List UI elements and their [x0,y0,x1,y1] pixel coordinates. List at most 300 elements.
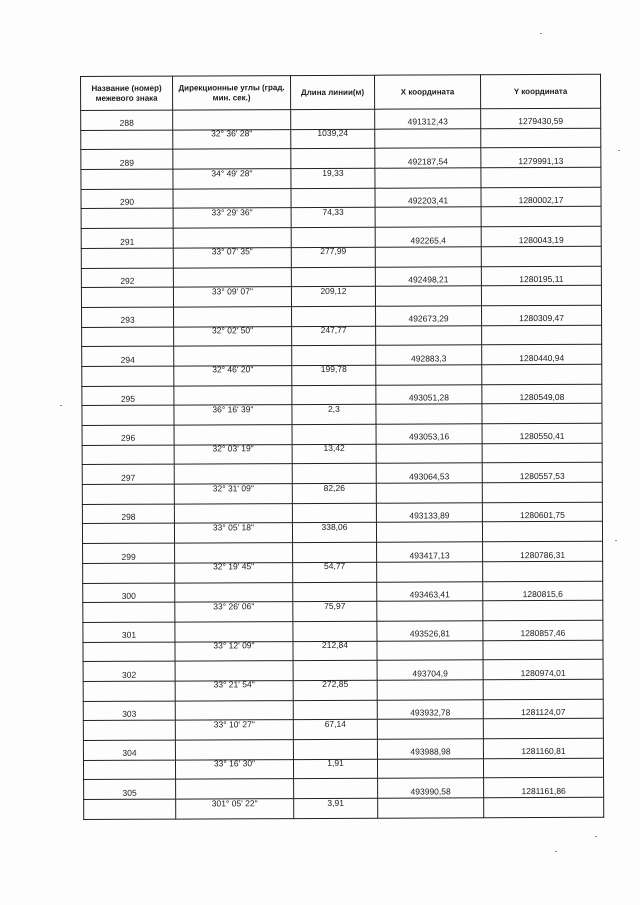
cell-length-text: 1,91 [327,757,344,769]
cell-y [482,423,602,443]
cell-y [483,719,603,739]
table-row [81,246,601,268]
cell-name [82,445,174,465]
cell-x [378,778,484,798]
cell-y [483,659,603,679]
cell-x [377,758,483,778]
cell-name [81,110,173,130]
cell-y-text: 1280601,75 [519,510,565,521]
cell-angle [173,287,291,307]
cell-y [482,305,602,325]
cell-length-text: 3,91 [327,797,344,808]
table-body [81,108,604,819]
cell-length-text: 338,06 [321,521,348,532]
cell-name [81,149,173,169]
cell-name-text: 289 [119,157,134,168]
cell-x [376,404,482,424]
cell-angle-text: 32° 31' 09" [212,482,254,493]
cell-name-text: 300 [121,590,136,601]
cell-length [292,306,376,326]
cell-name-text: 296 [120,433,136,444]
cell-name [82,524,174,544]
cell-angle [174,405,292,425]
cell-length [292,365,376,385]
cell-name-text: 291 [120,236,135,247]
cell-angle [175,621,293,641]
table-row [83,679,603,701]
cell-angle-text: 33° 12' 09" [213,640,255,651]
cell-y [483,600,603,620]
cell-angle [176,779,294,799]
cell-length [292,444,376,464]
cell-y-text: 1280440,94 [519,352,565,363]
cell-x [375,227,481,247]
cell-x [375,207,481,227]
cell-x [375,109,481,129]
cell-x [377,739,483,759]
cell-angle [173,129,291,149]
cell-x [376,306,482,326]
cell-length [293,641,377,661]
cell-x-text: 492498,21 [408,274,449,285]
cell-length [291,208,375,228]
table-row [81,226,601,248]
table-row [83,659,603,681]
cell-name-text: 294 [120,354,135,365]
cell-y [482,443,602,463]
cell-name [82,366,174,386]
table-row [83,640,603,662]
cell-length-text: 74,33 [322,206,344,217]
cell-length-text: 247,77 [320,324,347,335]
cell-x [376,443,482,463]
cell-length [292,523,376,543]
cell-y-text: 1280195,11 [519,273,564,285]
cell-angle-text: 33° 07' 35" [211,246,253,257]
cell-x [377,640,483,660]
cell-length [291,149,375,169]
cell-length [291,109,375,129]
cell-name [83,583,175,603]
cell-x-text: 493704,9 [412,668,448,679]
cell-angle-text: 33° 09' 07" [211,285,254,297]
cell-x-text: 493417,13 [409,549,450,561]
cell-length [292,503,376,523]
cell-x [377,660,483,680]
cell-y [481,108,601,128]
scan-speck [540,33,542,34]
cell-name [82,327,174,347]
cell-angle-text: 33° 10' 27" [213,719,255,730]
cell-angle-text: 301° 05' 22" [211,797,258,808]
table-row [84,778,604,800]
cell-y-text: 1280815,6 [522,588,563,600]
cell-angle [173,149,291,169]
cell-angle [175,720,293,740]
cell-name [81,130,173,150]
cell-y [482,502,602,522]
cell-name-text: 290 [119,196,135,208]
cell-angle [174,503,292,523]
cell-y [481,128,601,148]
cell-y [484,778,604,798]
coordinates-table [80,74,604,820]
cell-x-text: 493051,28 [408,392,450,403]
cell-angle [176,799,294,819]
cell-name [81,248,173,268]
table-row [82,344,602,366]
cell-length-text: 272,85 [322,679,349,690]
cell-angle [174,425,292,445]
cell-name-text: 297 [121,472,136,483]
table-row [81,128,601,150]
cell-y-text: 1279991,13 [518,155,564,166]
cell-x-text: 491312,43 [407,116,448,128]
cell-name [83,642,175,662]
cell-name [81,189,173,209]
cell-y [481,207,601,227]
cell-length-text: 13,42 [323,442,345,454]
cell-name-text: 292 [120,275,135,286]
cell-y [482,463,602,483]
cell-length [292,483,376,503]
cell-angle [174,523,292,543]
cell-angle [175,641,293,661]
table-row [82,482,602,504]
cell-y [481,285,601,305]
cell-length [293,621,377,641]
cell-name-text: 295 [120,393,136,404]
cell-x [376,345,482,365]
cell-name [82,504,174,524]
cell-length [293,720,377,740]
cell-length-text: 1039,24 [317,127,349,139]
cell-x-text: 493988,98 [410,746,451,758]
cell-x-text: 493463,41 [409,589,450,600]
cell-angle [175,661,293,681]
cell-x [377,699,483,719]
cell-y [481,148,601,168]
cell-y-text: 1280549,08 [519,391,565,403]
table-row [81,167,601,189]
table-row [82,502,602,524]
cell-length [291,168,375,188]
cell-x-text: 492673,29 [408,313,449,324]
cell-angle [173,169,291,189]
table-row [83,719,603,741]
cell-x [377,601,483,621]
cell-y-text: 1281124,07 [521,706,566,718]
cell-name [82,405,174,425]
cell-y [484,797,604,817]
cell-length [292,385,376,405]
cell-angle [175,543,293,563]
cell-angle [174,464,292,484]
scan-speck [595,836,597,837]
cell-name [81,209,173,229]
cell-name [81,268,173,288]
cell-name-text: 299 [121,551,136,562]
table-row [83,620,603,642]
cell-y [483,640,603,660]
cell-angle [174,444,292,464]
cell-y [482,404,602,424]
header-length: Длина линии(м) [291,75,375,109]
cell-y [482,325,602,345]
cell-angle-text: 32° 46' 20" [212,364,254,375]
cell-x-text: 493133,89 [409,510,450,521]
cell-x-text: 493990,58 [410,786,451,797]
cell-name [83,740,175,760]
cell-length-text: 82,26 [323,482,345,493]
cell-y-text: 1280309,47 [519,313,565,324]
cell-name [83,622,175,642]
cell-angle-text: 32° 19' 45" [213,561,255,572]
cell-y [483,561,603,581]
cell-length-text: 54,77 [323,561,346,572]
cell-x [375,128,481,148]
cell-angle-text: 33° 21' 54" [213,679,255,690]
cell-name [84,779,176,799]
cell-angle [173,247,291,267]
cell-x-text: 492265,4 [410,234,446,246]
cell-y [482,522,602,542]
cell-length [293,680,377,700]
cell-length-text: 199,78 [320,364,347,375]
scan-speck [555,851,557,852]
table-row [82,364,602,386]
cell-x [376,384,482,404]
table-row [82,384,602,406]
table-row [82,443,602,465]
cell-angle [173,110,291,130]
cell-y-text: 1280550,41 [519,431,565,442]
cell-y [481,167,601,187]
cell-name [83,760,175,780]
cell-name [82,464,174,484]
cell-name-text: 301 [121,630,137,641]
cell-y [483,581,603,601]
scan-speck [615,540,617,541]
cell-name [81,287,173,307]
cell-angle [174,326,292,346]
cell-angle [174,306,292,326]
cell-name-text: 288 [119,118,134,129]
table-row [83,561,603,583]
table-row [81,207,601,229]
cell-y-text: 1279430,59 [518,116,564,127]
table-row [81,266,601,288]
cell-x-text: 492883,3 [410,353,447,364]
cell-name [83,563,175,583]
cell-x [377,562,483,582]
cell-x [376,502,482,522]
cell-angle [175,602,293,622]
cell-length-text: 277,99 [320,246,347,257]
cell-angle [175,582,293,602]
table-row [83,699,603,721]
cell-x-text: 493526,81 [409,628,451,639]
header-angle: Дирекционные углы (град. мин. сек.) [173,76,291,111]
cell-x [377,680,483,700]
cell-y-text: 1280043,19 [518,234,564,245]
cell-name-text: 305 [122,787,137,798]
cell-length [293,700,377,720]
cell-angle-text: 33° 26' 06" [213,600,255,612]
cell-y [483,541,603,561]
cell-y [481,246,601,266]
cell-length [291,227,375,247]
cell-angle [174,385,292,405]
table-row [82,404,602,426]
cell-length [294,798,378,818]
header-name: Название (номер) межевого знака [81,76,173,110]
cell-angle-text: 33° 16' 30" [213,758,256,769]
cell-x-text: 493064,53 [409,471,450,482]
table-row [83,758,603,780]
scan-speck [60,405,62,406]
cell-x [377,621,483,641]
cell-x [375,168,481,188]
cell-length [292,326,376,346]
cell-y-text: 1281161,86 [521,785,566,796]
cell-x [375,148,481,168]
cell-name [82,307,174,327]
cell-x [376,365,482,385]
cell-length [292,345,376,365]
cell-y-text: 1280857,46 [520,628,566,639]
cell-length [293,660,377,680]
cell-x [376,522,482,542]
cell-angle [174,346,292,366]
cell-x [375,188,481,208]
cell-y-text: 1280974,01 [520,667,566,678]
cell-length-text: 209,12 [320,285,347,296]
cell-name [82,346,174,366]
cell-x-text: 492203,41 [407,195,449,206]
cell-length [291,247,375,267]
cell-angle-text: 32° 03' 19" [212,443,254,454]
cell-x [378,798,484,818]
cell-y-text: 1281160,81 [521,746,566,757]
cell-length [292,424,376,444]
cell-angle [174,484,292,504]
cell-y-text: 1280557,53 [519,470,565,481]
cell-angle [175,740,293,760]
cell-y [483,758,603,778]
cell-y [482,344,602,364]
cell-y [482,384,602,404]
cell-y [481,226,601,246]
cell-name-text: 302 [121,669,137,680]
cell-name [83,681,175,701]
cell-x [375,247,481,267]
cell-name-text: 293 [120,315,135,326]
table-row [83,581,603,603]
cell-name [83,602,175,622]
table-header-row [81,74,601,110]
cell-y [481,266,601,286]
table-row [82,522,602,544]
cell-x [376,483,482,503]
cell-name [81,169,173,189]
cell-y [483,620,603,640]
table-row [81,108,601,130]
cell-length [292,464,376,484]
cell-y [483,699,603,719]
cell-name [82,425,174,445]
cell-x [375,266,481,286]
cell-name-text: 298 [121,511,136,523]
cell-x [377,719,483,739]
cell-angle [175,562,293,582]
cell-x-text: 493932,78 [410,707,451,718]
cell-x [375,286,481,306]
cell-angle [173,228,291,248]
cell-name [83,661,175,681]
cell-angle [174,366,292,386]
cell-name-text: 304 [122,748,137,759]
cell-length [293,759,377,779]
table-row [81,187,601,209]
cell-name [81,228,173,248]
cell-length-text: 2,3 [328,403,340,414]
cell-y [483,679,603,699]
cell-x-text: 492187,54 [407,156,448,167]
cell-y-text: 1280786,31 [520,549,566,560]
cell-y [481,187,601,207]
cell-angle-text: 36° 16' 39" [212,404,254,415]
cell-name [84,799,176,819]
cell-angle [173,188,291,208]
table-row [81,285,601,307]
cell-name [83,701,175,721]
table-row [82,305,602,327]
cell-length [291,188,375,208]
cell-y [482,482,602,502]
table-row [83,600,603,622]
cell-length [293,542,377,562]
table-row [81,148,601,170]
cell-length [293,562,377,582]
cell-angle-text: 34° 49' 28" [211,167,253,178]
cell-name [83,720,175,740]
cell-length [293,582,377,602]
cell-angle-text: 32° 36' 28" [211,128,253,139]
cell-length [291,286,375,306]
table-row [82,325,602,347]
cell-angle [173,208,291,228]
cell-length [291,129,375,149]
table-row [82,423,602,445]
cell-length-text: 67,14 [324,718,346,729]
cell-x [376,424,482,444]
cell-y [482,364,602,384]
cell-angle [175,759,293,779]
cell-angle-text: 32° 02' 50" [212,325,254,336]
cell-x [377,542,483,562]
cell-x-text: 493053,16 [408,431,450,443]
header-y: Y координата [480,74,600,109]
cell-length [293,601,377,621]
table-row [83,541,603,563]
cell-length [292,405,376,425]
cell-length-text: 19,33 [322,167,344,178]
table-row [84,797,604,819]
cell-x [376,463,482,483]
cell-y [483,738,603,758]
cell-length-text: 75,97 [324,600,346,611]
